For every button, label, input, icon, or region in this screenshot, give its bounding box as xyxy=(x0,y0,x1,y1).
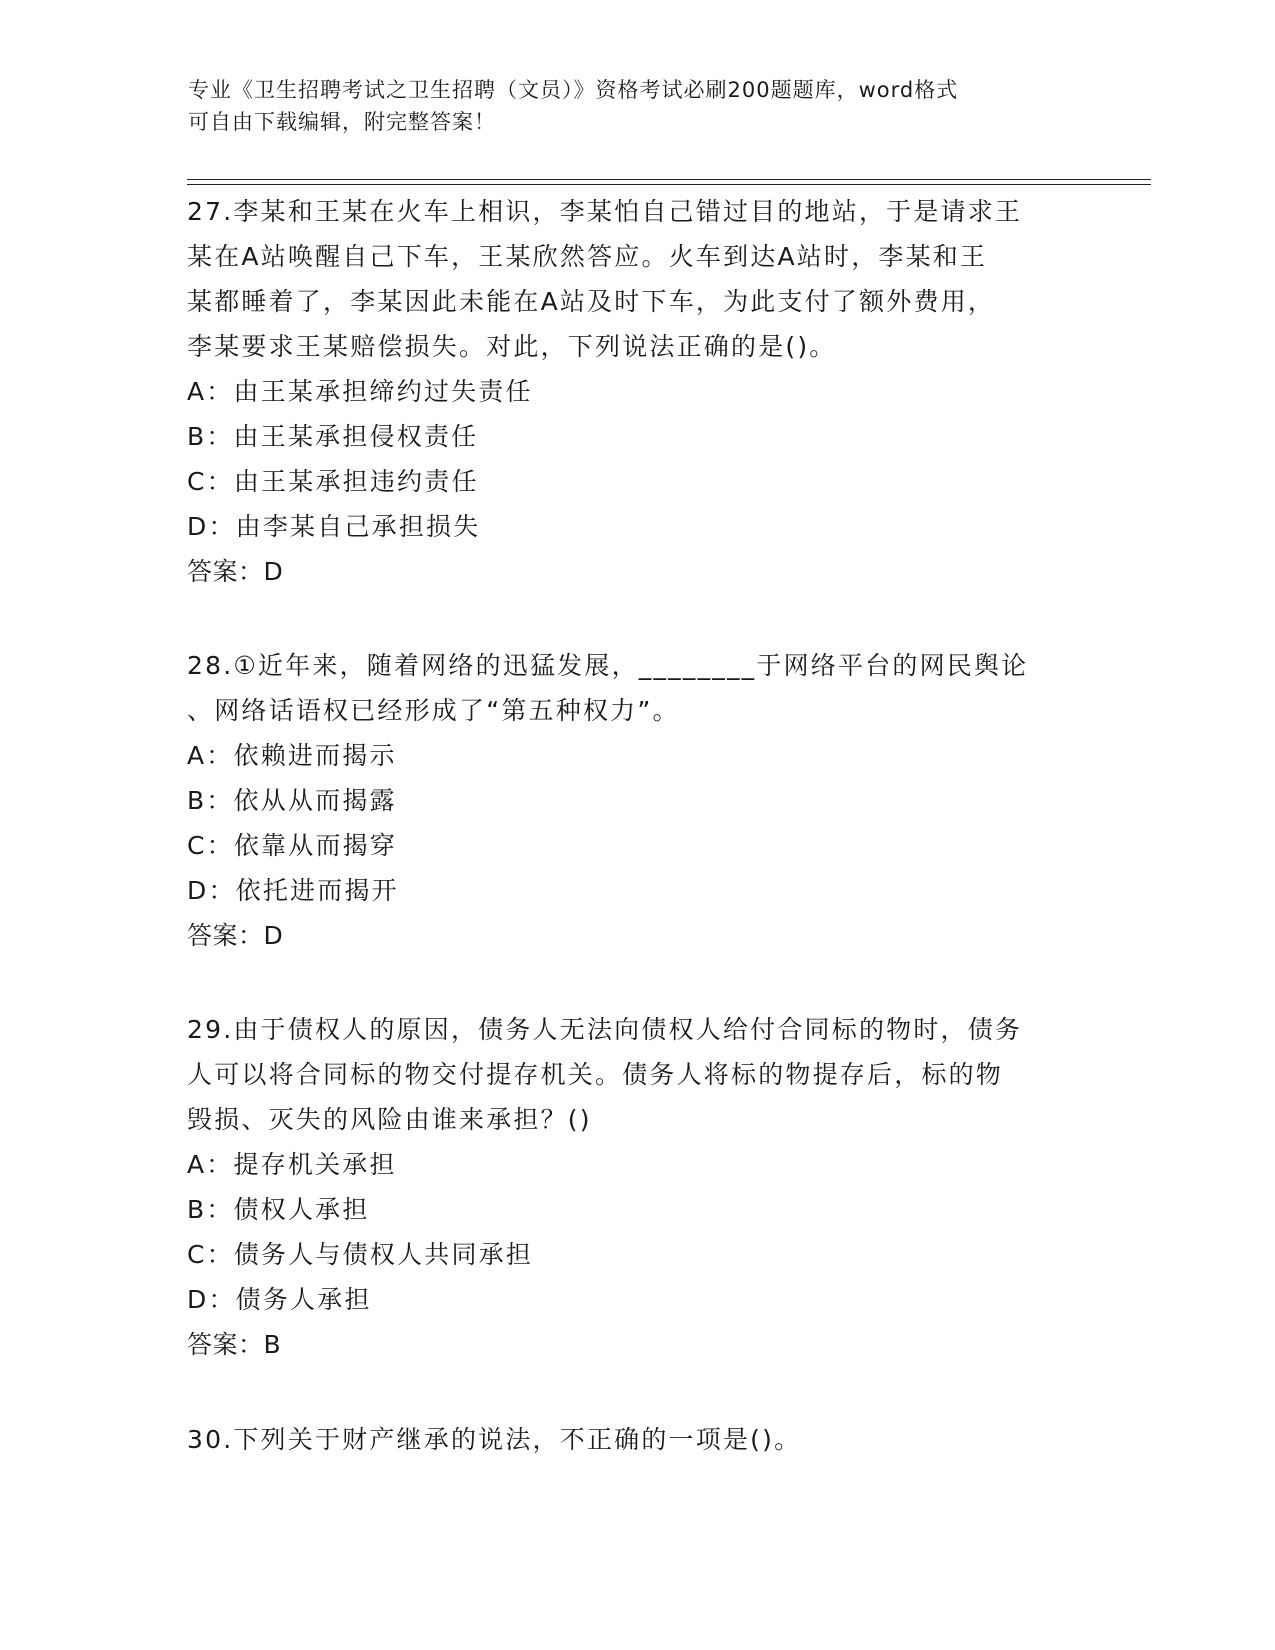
option-c: C：由王某承担违约责任 xyxy=(187,467,479,496)
question-27 xyxy=(187,189,1087,595)
question-text-line: 27.李某和王某在火车上相识，李某怕自己错过目的地站，于是请求王 xyxy=(187,197,1023,226)
option-list xyxy=(187,369,1087,549)
answer-line: 答案：D xyxy=(187,557,284,586)
option-d: D：债务人承担 xyxy=(187,1285,372,1314)
question-text-line: 某都睡着了，李某因此未能在A站及时下车，为此支付了额外费用， xyxy=(187,287,996,316)
option-d: D：依托进而揭开 xyxy=(187,876,399,905)
question-text-line: 李某要求王某赔偿损失。对此，下列说法正确的是()。 xyxy=(187,332,837,361)
answer-line: 答案：B xyxy=(187,1330,282,1359)
question-text xyxy=(187,1007,1087,1142)
document-header xyxy=(188,74,1068,138)
question-text xyxy=(187,643,1087,733)
header-line-2: 可自由下载编辑，附完整答案！ xyxy=(188,110,496,134)
question-29 xyxy=(187,1007,1087,1368)
answer-line: 答案：D xyxy=(187,921,284,950)
header-divider-top xyxy=(187,179,1151,180)
option-a: A：由王某承担缔约过失责任 xyxy=(187,377,533,406)
question-text-line: 29.由于债权人的原因，债务人无法向债权人给付合同标的物时，债务 xyxy=(187,1015,1023,1044)
header-divider-bottom xyxy=(187,184,1151,185)
question-text-line: 、网络话语权已经形成了“第五种权力”。 xyxy=(187,696,680,725)
header-line-1: 专业《卫生招聘考试之卫生招聘（文员）》资格考试必刷200题题库，word格式 xyxy=(188,78,959,102)
question-text xyxy=(187,1417,1087,1462)
option-b: B：由王某承担侵权责任 xyxy=(187,422,479,451)
option-d: D：由李某自己承担损失 xyxy=(187,512,481,541)
option-b: B：依从从而揭露 xyxy=(187,786,397,815)
question-text xyxy=(187,189,1087,369)
question-30 xyxy=(187,1417,1087,1462)
option-b: B：债权人承担 xyxy=(187,1195,370,1224)
question-text-line: 30.下列关于财产继承的说法，不正确的一项是()。 xyxy=(187,1425,802,1454)
option-list xyxy=(187,733,1087,913)
option-a: A：依赖进而揭示 xyxy=(187,741,397,770)
question-text-line: 毁损、灭失的风险由谁来承担？() xyxy=(187,1105,592,1134)
question-text-line: 人可以将合同标的物交付提存机关。债务人将标的物提存后，标的物 xyxy=(187,1060,1004,1089)
option-c: C：债务人与债权人共同承担 xyxy=(187,1240,534,1269)
option-a: A：提存机关承担 xyxy=(187,1150,397,1179)
question-28 xyxy=(187,643,1087,959)
question-text-line: 28.①近年来，随着网络的迅猛发展，________于网络平台的网民舆论 xyxy=(187,651,1029,680)
option-list xyxy=(187,1142,1087,1322)
question-text-line: 某在A站唤醒自己下车，王某欣然答应。火车到达A站时，李某和王 xyxy=(187,242,988,271)
option-c: C：依靠从而揭穿 xyxy=(187,831,398,860)
